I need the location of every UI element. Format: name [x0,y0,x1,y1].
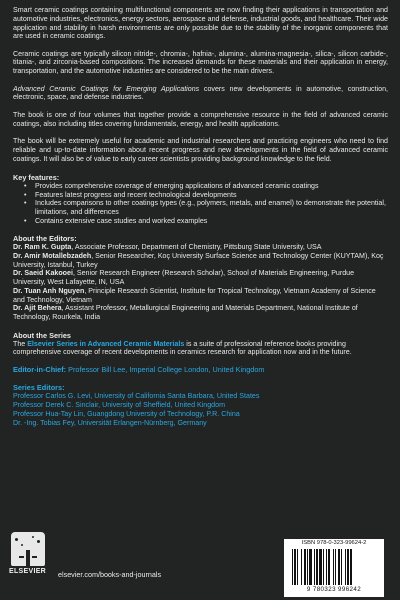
list-item: • Contains extensive case studies and worked examples [35,217,388,226]
editors-heading: About the Editors: [13,234,77,244]
publisher-wordmark: ELSEVIER [9,568,47,575]
book-title: Advanced Ceramic Coatings for Emerging Applications [13,84,200,93]
series-editor: Dr. -Ing. Tobias Fey, Universität Erlangen-Nürnberg, Germany [13,418,207,427]
footer [0,530,400,600]
list-item: • Includes comparisons to other coatings types (e.g., polymers, metals, and enamel) to demonstrate the potential, limitations, and differences [35,199,388,217]
isbn-barcode [284,539,384,597]
editor-name: Dr. Amir Motallebzadeh [13,251,92,260]
barcode-icon [292,549,376,585]
editor-affiliation: , Principle Research Scientist, Institute for Tropical Technology, Vietnam Academy of Science and Technology, Vietnam [13,286,376,304]
series-name: Elsevier Series in Advanced Ceramic Materials [27,339,185,348]
editor-name: Dr. Ajit Behera [13,304,62,313]
editor-in-chief-label: Editor-in-Chief: [13,364,67,374]
editor-entry [13,252,388,270]
editor-name: Dr. Ram K. Gupta [13,243,72,252]
composition-paragraph: Ceramic coatings are typically silicon nitride-, chromia-, hafnia-, alumina-, alumina-magnesia-, silica-, silicon carbide-, titania-, and zirconia-based compositions. The increased demands for these materials and their application in energy, transportation, and the automotive industries are considered to be the main drivers. [13,49,388,76]
volume-paragraph: The book is one of four volumes that together provide a comprehensive resource in the field of advanced ceramic coatings, also including titles covering fundamentals, energy, and health applications. [13,110,388,128]
series-editor: Professor Hua-Tay Lin, Guangdong University of Technology, P.R. China [13,409,240,418]
editor-entry [13,287,388,305]
list-item: • Features latest progress and recent technological developments [35,191,388,200]
publisher-url[interactable]: elsevier.com/books-and-journals [58,570,162,579]
editor-entry [13,243,388,252]
scope-text: covers new developments in automotive, construction, electronic, space, and defense industries. [13,84,388,102]
editor-entry [13,269,388,287]
key-features-heading: Key features: [13,172,60,182]
editor-entry [13,304,388,322]
series-editors-list [13,392,388,427]
series-paragraph [13,340,388,358]
editor-affiliation: , Senior Research Engineer (Research Scholar), School of Materials Engineering, Purdue University, West Lafayette, IN, USA [13,269,355,287]
series-post: is a suite of professional reference books providing comprehensive coverage of recent developments in ceramics research for application now and in the future. [13,339,352,357]
barcode-number: 9 780323 996242 [306,586,362,593]
editor-in-chief [13,366,388,375]
editor-name: Dr. Tuan Anh Nguyen [13,286,85,295]
series-editor: Professor Derek C. Sinclair, University of Sheffield, United Kingdom [13,401,225,409]
editor-name: Dr. Saeid Kakooei [13,269,73,278]
audience-paragraph: The book will be extremely useful for academic and industrial researchers and practicing engineers who need to find reliable and up-to-date information about recent progress and new developments in the field of advanced ceramic coatings. It will also be of value to early career scientists providing background knowledge to the field. [13,137,388,163]
editor-affiliation: , Associate Professor, Department of Chemistry, Pittsburg State University, USA [71,243,322,252]
intro-paragraph: Smart ceramic coatings containing multifunctional components are now finding their applications in transportation and automotive industries, electronics, energy sectors, aerospace and defense, industrial goods, and healthcare. Their wide application and stability in harsh environments are only possible due to the stability of the inorganic components that are used in ceramic coatings. [13,6,388,41]
isbn-number: ISBN 978-0-323-99624-2 [301,540,367,546]
editor-in-chief-value: Professor Bill Lee, Imperial College London, United Kingdom [66,364,265,374]
elsevier-tree-icon [11,532,45,566]
series-editors-heading: Series Editors: [13,383,65,393]
elsevier-logo [9,532,47,575]
editor-affiliation: , Assistant Professor, Metallurgical Engineering and Materials Department, National Institute of Technology, Rourkela, India [13,304,358,322]
series-pre: The [13,339,28,348]
scope-paragraph [13,85,388,103]
editor-affiliation: , Senior Researcher, Koç University Surface Science and Technology Center (KUYTAM), Koç University, Istanbul, Turkey [13,251,384,269]
series-editor: Professor Carlos G. Levi, University of California Santa Barbara, United States [13,392,260,401]
list-item: • Provides comprehensive coverage of emerging applications of advanced ceramic coatings [35,182,388,191]
key-features-list [13,182,388,226]
editors-list [13,243,388,322]
series-heading: About the Series [13,330,71,340]
